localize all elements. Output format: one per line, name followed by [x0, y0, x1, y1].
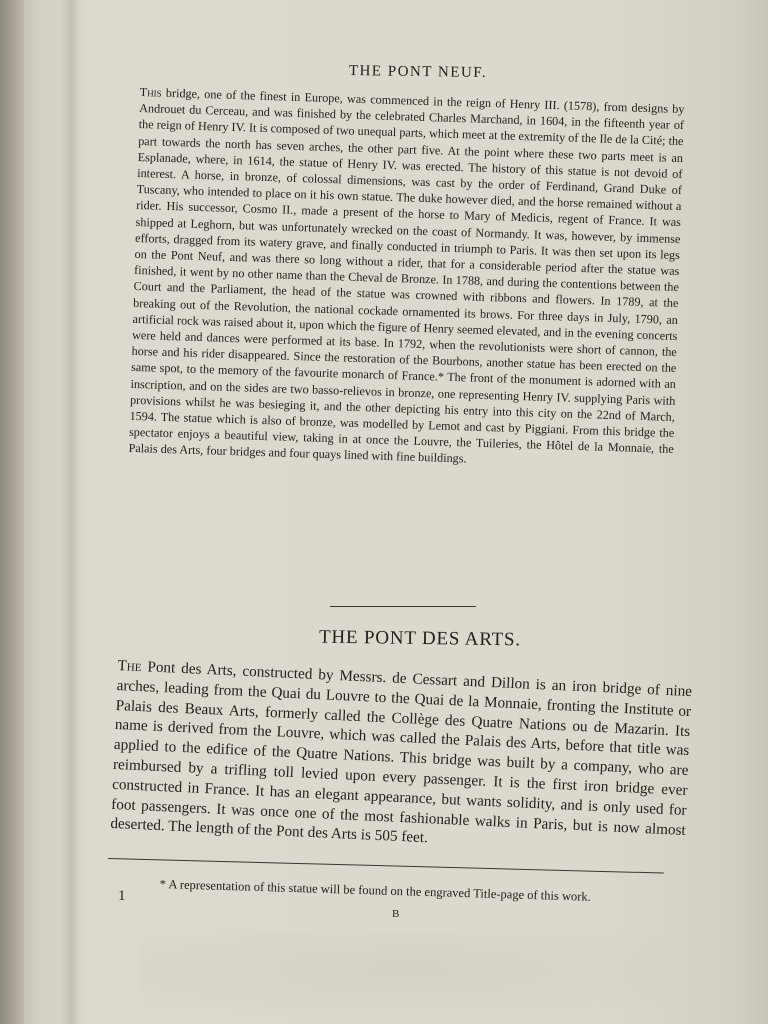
page-edge-shadow — [0, 0, 24, 1024]
signature-mark: B — [392, 908, 400, 920]
dropcap-word: This — [139, 84, 162, 100]
footnote-rule — [108, 858, 664, 874]
paragraph-body: bridge, one of the finest in Europe, was commenced in the reign of Henry III. (1578), from designs by Androuet du Cerceau, and was finished by the celebrated Charles Marchand, in 1604, in the fifteenth year of the reign of Henry IV. It is composed of two unequal parts, which meet at the extremity of the Ile de la Cité; the part towards the north has seven arches, the other part five. At the point where these two parts meet is an Esplanade, where, in 1614, the statue of Henry IV. was erected. The history of this statue is not devoid of interest. A horse, in bronze, of colossal dimensions, was cast by the order of Ferdinand, Grand Duke of Tuscany, who intended to place on it his own statue. The duke however died, and the horse remained without a rider. His successor, Cosmo II., made a present of the horse to Mary of Medicis, regent of France. It was shipped at Leghorn, but was unfortunately wrecked on the coast of Normandy. It was, however, by immense efforts, dragged from its watery grave, and finally conducted in triumph to Paris. It was then set upon its legs on the Pont Neuf, and was there so long without a rider, that for a considerable period after the statue was finished, it went by no other name than the Cheval de Bronze. In 1788, and during the contentions between the Court and the Parliament, the head of the statue was crowned with ribbons and flowers. In 1789, at the breaking out of the Revolution, the national cockade ornamented its brows. For three days in July, 1790, an artificial rock was raised about it, upon which the figure of Henry seemed elevated, and in the evening concerts were held and dances were performed at its base. In 1792, when the revolutionists were short of cannon, the horse and his rider disappeared. Since the restoration of the Bourbons, another statue has been erected on the same spot, to the memory of the favourite monarch of France.* The front of the monument is adorned with an inscription, and on the sides are two basso-relievos in bronze, one representing Henry IV. supplying Paris with provisions whilst he was besieging it, and the other depicting his entry into this city on the 22nd of March, 1594. The statue which is also of bronze, was modelled by Lemot and cast by Piggiani. From this bridge the spectator enjoys a beautiful view, taking in at once the Louvre, the Tuileries, the Hôtel de la Monnaie, the Palais des Arts, four bridges and four quays lined with fine buildings. — [128, 85, 685, 466]
page-number: 1 — [118, 888, 126, 904]
binding-gutter — [60, 0, 82, 1024]
paragraph-pont-des-arts — [110, 656, 692, 860]
footnote: * A representation of this statue will be found on the engraved Title-page of this work. — [159, 876, 591, 904]
paragraph-body: Pont des Arts, constructed by Messrs. de Cessart and Dillon is an iron bridge of nine arches, leading from the Quai du Louvre to the Quai de la Monnaie, fronting the Institute or Palais des Beaux Arts, formerly called the Collège des Quatre Nations ou de Mazarin. Its name is derived from the Louvre, which was called the Palais des Arts, before that title was applied to the edifice of the Quatre Nations. This bridge was built by a company, who are reimbursed by a trifling toll levied upon every passenger. It is the first iron bridge ever constructed in France. It has an elegant appearance, but wants solidity, and is only used for foot passengers. It was once one of the most fashionable walks in Paris, but is now almost deserted. The length of the Pont des Arts is 505 feet. — [109, 658, 693, 847]
section-divider — [330, 606, 476, 607]
paper-stain — [140, 930, 660, 1010]
dropcap-word: The — [117, 656, 142, 676]
paragraph-pont-neuf — [128, 84, 684, 474]
section-title-pont-des-arts: THE PONT DES ARTS. — [318, 626, 522, 651]
section-title-pont-neuf: THE PONT NEUF. — [348, 63, 488, 81]
